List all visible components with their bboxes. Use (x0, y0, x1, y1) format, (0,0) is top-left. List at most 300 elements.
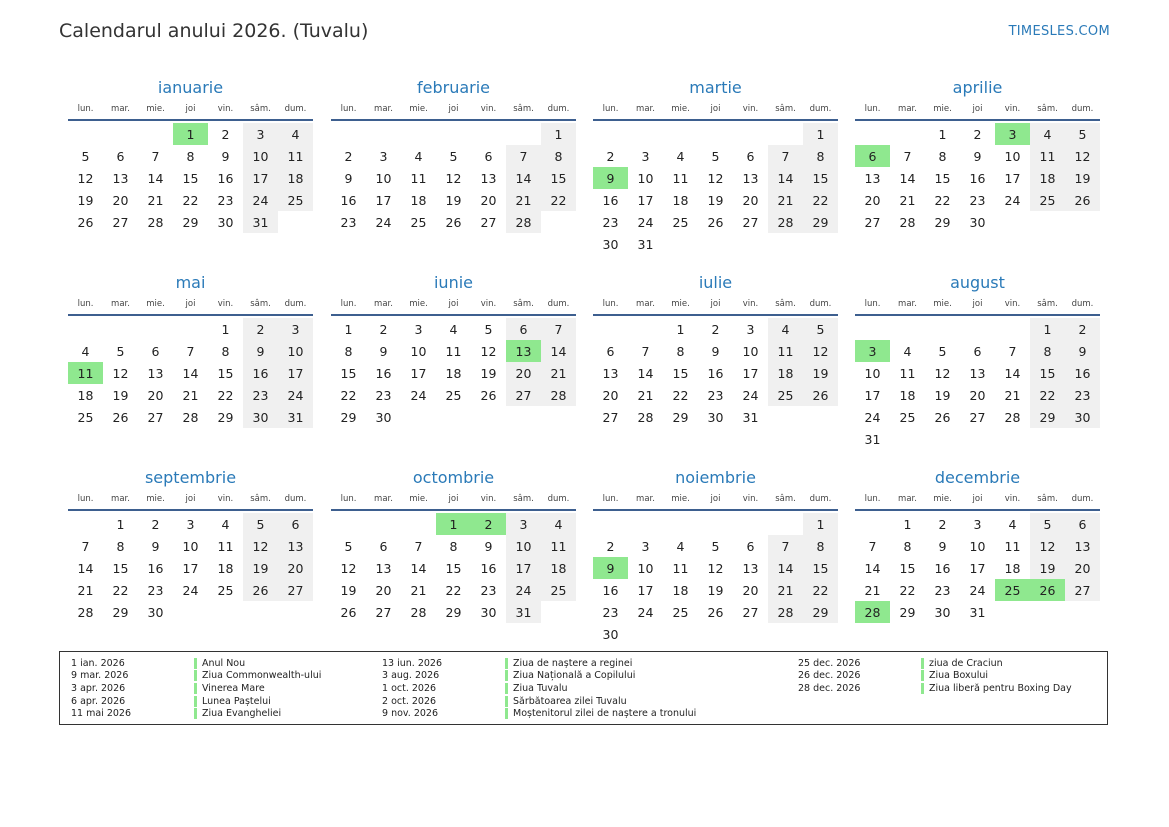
weekday-label: mar. (898, 299, 917, 309)
day-cell: 9 (221, 148, 230, 164)
day-cell: 6 (379, 538, 388, 554)
day-cell: 7 (506, 145, 541, 167)
day-cell: 11 (899, 365, 916, 381)
day-cell: 28 (899, 214, 916, 230)
day-cell: 18 (768, 362, 803, 384)
day-cell: 29 (672, 409, 689, 425)
weekday-label: dum. (1071, 494, 1094, 504)
day-cell: 22 (445, 582, 462, 598)
holiday-date: 26 dec. 2026 (798, 670, 861, 682)
weekday-label: sâm. (1037, 299, 1058, 309)
day-cell: 22 (112, 582, 129, 598)
weekday-label: dum. (1071, 104, 1094, 114)
day-cell: 14 (768, 167, 803, 189)
day-cell: 28 (182, 409, 199, 425)
day-cell: 8 (449, 538, 458, 554)
holiday-day-cell: 1 (173, 123, 208, 145)
day-cell: 29 (340, 409, 357, 425)
day-cell: 29 (112, 604, 129, 620)
day-cell: 30 (602, 236, 619, 252)
day-cell: 20 (864, 192, 881, 208)
day-cell: 14 (147, 170, 164, 186)
empty-cell (593, 123, 628, 145)
day-cell: 27 (742, 214, 759, 230)
day-cell: 4 (1008, 516, 1017, 532)
empty-cell (890, 123, 925, 145)
day-cell: 20 (375, 582, 392, 598)
day-cell: 26 (480, 387, 497, 403)
day-cell: 7 (903, 148, 912, 164)
day-cell: 14 (1004, 365, 1021, 381)
day-cell: 15 (445, 560, 462, 576)
day-cell: 27 (602, 409, 619, 425)
day-cell: 8 (221, 343, 230, 359)
empty-cell (593, 513, 628, 535)
day-cell: 30 (934, 604, 951, 620)
weekday-label: vin. (480, 494, 497, 504)
weekday-label: joi (972, 299, 983, 309)
weekday-header (331, 491, 576, 507)
day-cell: 27 (1065, 579, 1100, 601)
day-cell: 27 (278, 579, 313, 601)
day-cell: 31 (278, 406, 313, 428)
day-cell: 7 (151, 148, 160, 164)
day-cell: 15 (340, 365, 357, 381)
holiday-name: Lunea Paștelui (194, 696, 271, 707)
day-cell: 14 (541, 340, 576, 362)
day-cell: 17 (182, 560, 199, 576)
day-cell: 20 (742, 582, 759, 598)
day-cell: 25 (899, 409, 916, 425)
day-cell: 20 (1065, 557, 1100, 579)
weekday-label: mie. (671, 104, 690, 114)
day-cell: 6 (151, 343, 160, 359)
weekday-label: sâm. (250, 104, 271, 114)
day-cell: 5 (81, 148, 90, 164)
day-cell: 18 (672, 582, 689, 598)
empty-cell (366, 513, 401, 535)
holiday-date: 2 oct. 2026 (382, 695, 437, 707)
day-cell: 11 (217, 538, 234, 554)
day-cell: 27 (864, 214, 881, 230)
day-cell: 20 (742, 192, 759, 208)
day-cell: 15 (934, 170, 951, 186)
day-cell: 9 (938, 538, 947, 554)
empty-cell (68, 318, 103, 340)
day-cell: 11 (445, 343, 462, 359)
day-cell: 14 (182, 365, 199, 381)
day-cell: 24 (278, 384, 313, 406)
day-cell: 10 (243, 145, 278, 167)
day-cell: 30 (147, 604, 164, 620)
day-cell: 23 (934, 582, 951, 598)
day-cell: 7 (768, 145, 803, 167)
days-grid (68, 318, 313, 428)
day-cell: 11 (1030, 145, 1065, 167)
day-cell: 21 (410, 582, 427, 598)
holiday-date: 25 dec. 2026 (798, 657, 861, 669)
day-cell: 8 (938, 148, 947, 164)
weekday-label: lun. (602, 299, 619, 309)
weekday-label: vin. (217, 104, 234, 114)
month-name: septembrie (144, 468, 237, 487)
day-cell: 12 (803, 340, 838, 362)
weekday-header (855, 101, 1100, 117)
day-cell: 2 (151, 516, 160, 532)
day-cell: 21 (506, 189, 541, 211)
empty-cell (506, 123, 541, 145)
day-cell: 1 (803, 513, 838, 535)
day-cell: 2 (711, 321, 720, 337)
day-cell: 27 (506, 384, 541, 406)
day-cell: 5 (344, 538, 353, 554)
month-ianuarie (68, 70, 313, 233)
weekday-label: mie. (933, 494, 952, 504)
holiday-day-cell: 2 (471, 513, 506, 535)
weekday-label: dum. (547, 494, 570, 504)
day-cell: 21 (768, 189, 803, 211)
day-cell: 7 (414, 538, 423, 554)
day-cell: 19 (1030, 557, 1065, 579)
day-cell: 15 (803, 167, 838, 189)
day-cell: 4 (449, 321, 458, 337)
day-cell: 8 (541, 145, 576, 167)
month-iulie (593, 265, 838, 428)
day-cell: 17 (864, 387, 881, 403)
legend-item (382, 707, 696, 720)
day-cell: 14 (506, 167, 541, 189)
holiday-day-cell: 3 (855, 340, 890, 362)
day-cell: 20 (506, 362, 541, 384)
weekday-label: vin. (1004, 494, 1021, 504)
weekday-label: lun. (340, 494, 357, 504)
weekday-label: vin. (480, 104, 497, 114)
empty-cell (733, 123, 768, 145)
empty-cell (401, 513, 436, 535)
weekday-label: lun. (602, 494, 619, 504)
month-name: decembrie (934, 468, 1021, 487)
day-cell: 17 (1004, 170, 1021, 186)
weekday-label: joi (185, 299, 196, 309)
day-cell: 12 (77, 170, 94, 186)
header-divider (68, 509, 313, 511)
month-name: ianuarie (157, 78, 224, 97)
weekday-label: vin. (742, 494, 759, 504)
day-cell: 4 (414, 148, 423, 164)
holiday-name: Anul Nou (194, 658, 245, 669)
days-grid (593, 123, 838, 255)
site-link[interactable]: TIMESLES.COM (1008, 24, 1110, 39)
day-cell: 17 (506, 557, 541, 579)
day-cell: 28 (1004, 409, 1021, 425)
day-cell: 20 (602, 387, 619, 403)
empty-cell (698, 513, 733, 535)
day-cell: 11 (278, 145, 313, 167)
month-august (855, 265, 1100, 450)
day-cell: 25 (672, 604, 689, 620)
day-cell: 24 (182, 582, 199, 598)
day-cell: 1 (541, 123, 576, 145)
day-cell: 4 (221, 516, 230, 532)
day-cell: 17 (637, 582, 654, 598)
month-name: aprilie (952, 78, 1003, 97)
day-cell: 4 (903, 343, 912, 359)
legend-item (798, 682, 1072, 695)
weekday-label: mar. (898, 494, 917, 504)
day-cell: 11 (672, 560, 689, 576)
day-cell: 21 (899, 192, 916, 208)
day-cell: 13 (969, 365, 986, 381)
day-cell: 30 (480, 604, 497, 620)
holiday-legend (59, 651, 1108, 725)
day-cell: 6 (746, 148, 755, 164)
day-cell: 27 (112, 214, 129, 230)
day-cell: 13 (112, 170, 129, 186)
day-cell: 26 (77, 214, 94, 230)
day-cell: 22 (934, 192, 951, 208)
day-cell: 6 (484, 148, 493, 164)
day-cell: 5 (711, 538, 720, 554)
day-cell: 3 (243, 123, 278, 145)
day-cell: 24 (506, 579, 541, 601)
weekday-label: sâm. (250, 299, 271, 309)
holiday-day-cell: 9 (593, 557, 628, 579)
header-divider (331, 119, 576, 121)
weekday-label: lun. (340, 104, 357, 114)
month-februarie (331, 70, 576, 233)
day-cell: 28 (77, 604, 94, 620)
month-name: mai (175, 273, 206, 292)
day-cell: 16 (375, 365, 392, 381)
day-cell: 10 (864, 365, 881, 381)
day-cell: 20 (480, 192, 497, 208)
day-cell: 26 (340, 604, 357, 620)
legend-item (71, 707, 321, 720)
day-cell: 23 (707, 387, 724, 403)
weekday-label: vin. (742, 104, 759, 114)
legend-item (71, 657, 321, 670)
day-cell: 4 (1030, 123, 1065, 145)
day-cell: 26 (112, 409, 129, 425)
legend-item (382, 695, 696, 708)
day-cell: 21 (147, 192, 164, 208)
day-cell: 12 (707, 560, 724, 576)
day-cell: 31 (243, 211, 278, 233)
day-cell: 8 (186, 148, 195, 164)
day-cell: 10 (375, 170, 392, 186)
day-cell: 3 (414, 321, 423, 337)
weekday-label: mar. (111, 104, 130, 114)
empty-cell (628, 318, 663, 340)
day-cell: 21 (864, 582, 881, 598)
day-cell: 8 (803, 145, 838, 167)
day-cell: 31 (742, 409, 759, 425)
month-octombrie (331, 460, 576, 623)
day-cell: 30 (602, 626, 619, 642)
day-cell: 23 (1065, 384, 1100, 406)
day-cell: 25 (1030, 189, 1065, 211)
empty-cell (103, 123, 138, 145)
day-cell: 24 (243, 189, 278, 211)
empty-cell (401, 123, 436, 145)
day-cell: 14 (410, 560, 427, 576)
day-cell: 17 (969, 560, 986, 576)
day-cell: 22 (1030, 384, 1065, 406)
holiday-date: 28 dec. 2026 (798, 682, 861, 694)
day-cell: 9 (151, 538, 160, 554)
month-name: iunie (433, 273, 473, 292)
weekday-label: mie. (409, 494, 428, 504)
holiday-name: Sărbătoarea zilei Tuvalu (505, 696, 627, 707)
holiday-date: 11 mai 2026 (71, 708, 132, 720)
day-cell: 11 (672, 170, 689, 186)
empty-cell (103, 318, 138, 340)
day-cell: 9 (1065, 340, 1100, 362)
weekday-header (593, 296, 838, 312)
empty-cell (890, 318, 925, 340)
day-cell: 31 (506, 601, 541, 623)
holiday-date: 3 apr. 2026 (71, 682, 126, 694)
holiday-name: Ziua Evangheliei (194, 708, 281, 719)
day-cell: 18 (1004, 560, 1021, 576)
day-cell: 12 (243, 535, 278, 557)
day-cell: 21 (541, 362, 576, 384)
day-cell: 26 (707, 604, 724, 620)
day-cell: 2 (938, 516, 947, 532)
empty-cell (960, 318, 995, 340)
legend-item (382, 670, 696, 683)
day-cell: 11 (768, 340, 803, 362)
month-aprilie (855, 70, 1100, 233)
day-cell: 16 (217, 170, 234, 186)
weekday-header (855, 491, 1100, 507)
day-cell: 20 (112, 192, 129, 208)
empty-cell (138, 123, 173, 145)
holiday-date: 9 mar. 2026 (71, 670, 129, 682)
day-cell: 15 (182, 170, 199, 186)
empty-cell (733, 513, 768, 535)
day-cell: 20 (969, 387, 986, 403)
weekday-label: lun. (77, 494, 94, 504)
day-cell: 30 (243, 406, 278, 428)
weekday-label: mie. (409, 104, 428, 114)
weekday-header (593, 101, 838, 117)
day-cell: 24 (1004, 192, 1021, 208)
day-cell: 12 (1030, 535, 1065, 557)
weekday-label: lun. (864, 299, 881, 309)
day-cell: 17 (278, 362, 313, 384)
day-cell: 25 (77, 409, 94, 425)
day-cell: 9 (973, 148, 982, 164)
day-cell: 14 (864, 560, 881, 576)
days-grid (68, 123, 313, 233)
day-cell: 8 (116, 538, 125, 554)
weekday-label: mar. (111, 494, 130, 504)
month-name: iulie (698, 273, 733, 292)
day-cell: 6 (278, 513, 313, 535)
holiday-day-cell: 26 (1030, 579, 1065, 601)
weekday-label: joi (710, 104, 721, 114)
day-cell: 28 (410, 604, 427, 620)
day-cell: 2 (1065, 318, 1100, 340)
weekday-label: dum. (809, 494, 832, 504)
holiday-name: ziua de Craciun (921, 658, 1003, 669)
day-cell: 25 (768, 384, 803, 406)
weekday-label: mie. (146, 494, 165, 504)
weekday-label: joi (448, 494, 459, 504)
day-cell: 8 (803, 535, 838, 557)
month-name: martie (689, 78, 742, 97)
weekday-header (593, 491, 838, 507)
day-cell: 4 (541, 513, 576, 535)
empty-cell (995, 318, 1030, 340)
weekday-label: sâm. (513, 494, 534, 504)
day-cell: 28 (768, 211, 803, 233)
day-cell: 1 (938, 126, 947, 142)
weekday-label: vin. (1004, 299, 1021, 309)
month-name: octombrie (412, 468, 495, 487)
day-cell: 2 (344, 148, 353, 164)
holiday-date: 13 iun. 2026 (382, 657, 443, 669)
month-septembrie (68, 460, 313, 623)
day-cell: 22 (182, 192, 199, 208)
legend-item (382, 682, 696, 695)
day-cell: 2 (606, 538, 615, 554)
day-cell: 10 (182, 538, 199, 554)
holiday-date: 9 nov. 2026 (382, 708, 438, 720)
days-grid (68, 513, 313, 623)
weekday-header (68, 296, 313, 312)
day-cell: 19 (445, 192, 462, 208)
weekday-label: sâm. (775, 494, 796, 504)
weekday-label: joi (710, 494, 721, 504)
day-cell: 17 (637, 192, 654, 208)
weekday-label: vin. (480, 299, 497, 309)
holiday-name: Ziua Tuvalu (505, 683, 568, 694)
day-cell: 6 (116, 148, 125, 164)
day-cell: 1 (221, 321, 230, 337)
day-cell: 18 (1030, 167, 1065, 189)
day-cell: 16 (969, 170, 986, 186)
weekday-label: sâm. (1037, 104, 1058, 114)
day-cell: 30 (969, 214, 986, 230)
weekday-label: joi (972, 494, 983, 504)
day-cell: 10 (278, 340, 313, 362)
day-cell: 3 (973, 516, 982, 532)
weekday-header (855, 296, 1100, 312)
day-cell: 5 (484, 321, 493, 337)
month-name: august (950, 273, 1005, 292)
day-cell: 5 (449, 148, 458, 164)
day-cell: 13 (602, 365, 619, 381)
day-cell: 27 (969, 409, 986, 425)
weekday-label: sâm. (513, 299, 534, 309)
weekday-label: mie. (146, 299, 165, 309)
day-cell: 10 (1004, 148, 1021, 164)
days-grid (593, 513, 838, 645)
day-cell: 6 (746, 538, 755, 554)
day-cell: 19 (707, 582, 724, 598)
day-cell: 10 (969, 538, 986, 554)
empty-cell (68, 123, 103, 145)
weekday-label: mie. (146, 104, 165, 114)
day-cell: 1 (116, 516, 125, 532)
day-cell: 13 (742, 170, 759, 186)
day-cell: 24 (864, 409, 881, 425)
day-cell: 19 (934, 387, 951, 403)
day-cell: 5 (803, 318, 838, 340)
month-decembrie (855, 460, 1100, 623)
